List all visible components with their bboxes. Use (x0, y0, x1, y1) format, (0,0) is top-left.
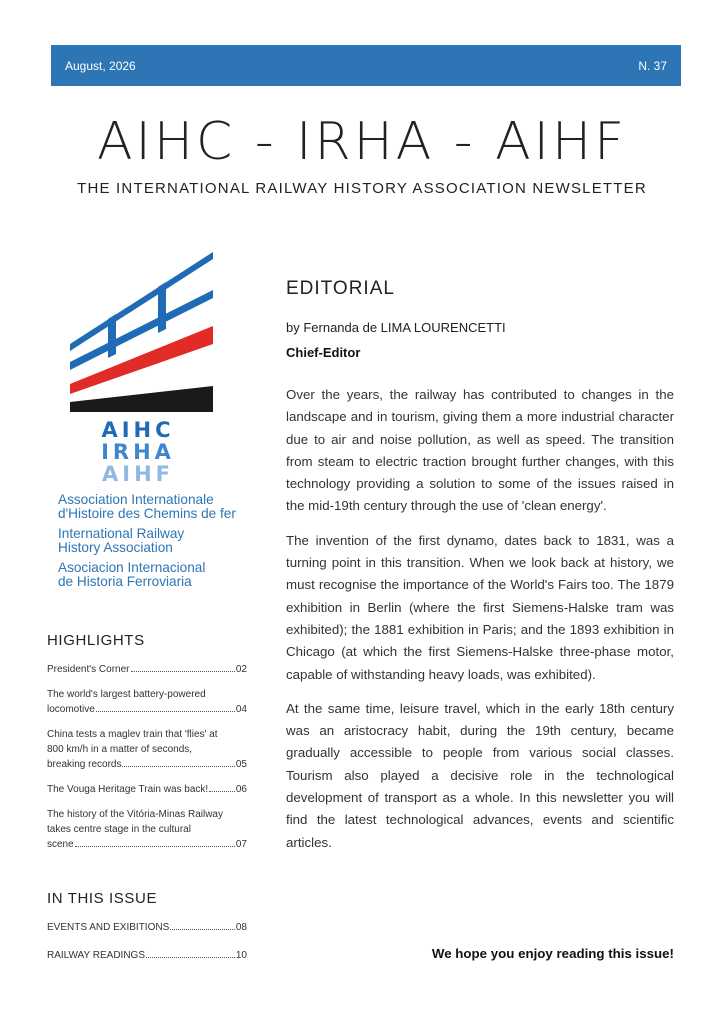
logo-acronym-aihf: AIHF (102, 462, 174, 484)
editorial-paragraph: Over the years, the railway has contributed to changes in the landscape and in tourism, giving them a more industrial character due to air and noise pollution, as well as speed. The transition from steam to electric traction brought further changes, with this technology providing a solution to some of the issues raised in the mid-19th century through the use of 'clean energy'. (286, 387, 674, 514)
logo-org-names (58, 492, 236, 589)
issue-section-label: EVENTS AND EXIBITIONS (47, 922, 170, 933)
editorial-paragraph: At the same time, leisure travel, which in the early 18th century was an aristocracy habit, during the 19th century, became gradually accessible to people from various social classes. Tourism also played a decisive role in the technological development of transport as a whole. In this newsletter you will find the latest technological advances, events and scientific articles. (286, 700, 674, 850)
dot-leader (131, 671, 235, 672)
org-name-fr-1: Association Internationale (58, 492, 214, 507)
masthead-subtitle: THE INTERNATIONAL RAILWAY HISTORY ASSOCIATION NEWSLETTER (77, 180, 647, 197)
org-name-fr-2: d'Histoire des Chemins de fer (58, 506, 236, 521)
highlights-heading: HIGHLIGHTS (47, 632, 145, 649)
highlight-title-line: China tests a maglev train that 'flies' at (47, 729, 218, 740)
highlight-leader-row (47, 837, 247, 852)
highlight-page-number: 04 (235, 704, 247, 715)
highlight-title-line: The history of the Vitória-Minas Railway (47, 809, 223, 820)
highlight-title-last: locomotive (47, 704, 95, 715)
dot-leader (96, 711, 235, 712)
association-logo (58, 252, 236, 595)
editorial-paragraph: The invention of the first dynamo, dates back to 1831, was a turning point in this transition. When we look back at history, we must recognise the importance of the World's Fairs too. The 1879 exhibition in Berlin (where the first Siemens-Halske tram was exhibited); the 1881 exhibition in Paris; and the 1893 exhibition in Chicago (at which the first Siemens-Halske three-phase motor, capable of withstanding heavy loads, was exhibited). (286, 532, 674, 682)
railway-bridge-logo-graphic (58, 252, 218, 484)
editorial-closing: We hope you enjoy reading this issue! (431, 946, 674, 961)
highlight-title-last: The Vouga Heritage Train was back! (47, 784, 209, 795)
issue-date: August, 2026 (65, 59, 136, 73)
dot-leader (170, 929, 235, 930)
highlight-title-line: 800 km/h in a matter of seconds, (47, 744, 193, 755)
issue-section-item[interactable] (47, 950, 247, 961)
highlight-leader-row (47, 702, 247, 717)
highlight-title-last: scene (47, 839, 74, 850)
highlight-title-last: breaking records (47, 759, 122, 770)
highlights-list (47, 662, 247, 862)
issue-section-item[interactable] (47, 922, 247, 933)
highlight-item[interactable] (47, 782, 247, 797)
issue-section-label: RAILWAY READINGS (47, 950, 145, 961)
highlight-item[interactable] (47, 687, 247, 717)
issue-section-page-number: 08 (235, 922, 247, 933)
header-bar (51, 45, 681, 86)
highlight-page-number: 07 (235, 839, 247, 850)
org-name-en-2: History Association (58, 540, 173, 555)
org-name-es-2: de Historia Ferroviaria (58, 574, 192, 589)
highlight-page-number: 05 (235, 759, 247, 770)
highlight-leader-row (47, 662, 247, 677)
editorial-role: Chief-Editor (286, 345, 361, 360)
highlight-page-number: 06 (235, 784, 247, 795)
issue-number: N. 37 (638, 59, 667, 73)
editorial-body (286, 384, 674, 866)
org-name-es-1: Asociacion Internacional (58, 560, 206, 575)
highlight-item[interactable] (47, 727, 247, 772)
highlight-item[interactable] (47, 662, 247, 677)
dot-leader (122, 766, 234, 767)
highlight-page-number: 02 (235, 664, 247, 675)
dot-leader (209, 791, 235, 792)
highlight-title-line: The world's largest battery-powered (47, 689, 206, 700)
highlight-leader-row (47, 757, 247, 772)
issue-section-page-number: 10 (235, 950, 247, 961)
highlight-item[interactable] (47, 807, 247, 852)
highlight-leader-row (47, 782, 247, 797)
highlight-title-last: President's Corner (47, 664, 130, 675)
in-this-issue-heading: IN THIS ISSUE (47, 890, 158, 907)
masthead-title: AIHC - IRHA - AIHF (96, 112, 628, 172)
dot-leader (146, 957, 235, 958)
editorial-byline: by Fernanda de LIMA LOURENCETTI (286, 320, 506, 335)
highlight-title-line: takes centre stage in the cultural (47, 824, 191, 835)
in-this-issue-list (47, 922, 247, 978)
org-name-en-1: International Railway (58, 526, 185, 541)
logo-acronym-aihc: AIHC (101, 418, 175, 442)
editorial-title: EDITORIAL (286, 278, 395, 299)
dot-leader (75, 846, 235, 847)
logo-acronym-irha: IRHA (101, 440, 175, 464)
